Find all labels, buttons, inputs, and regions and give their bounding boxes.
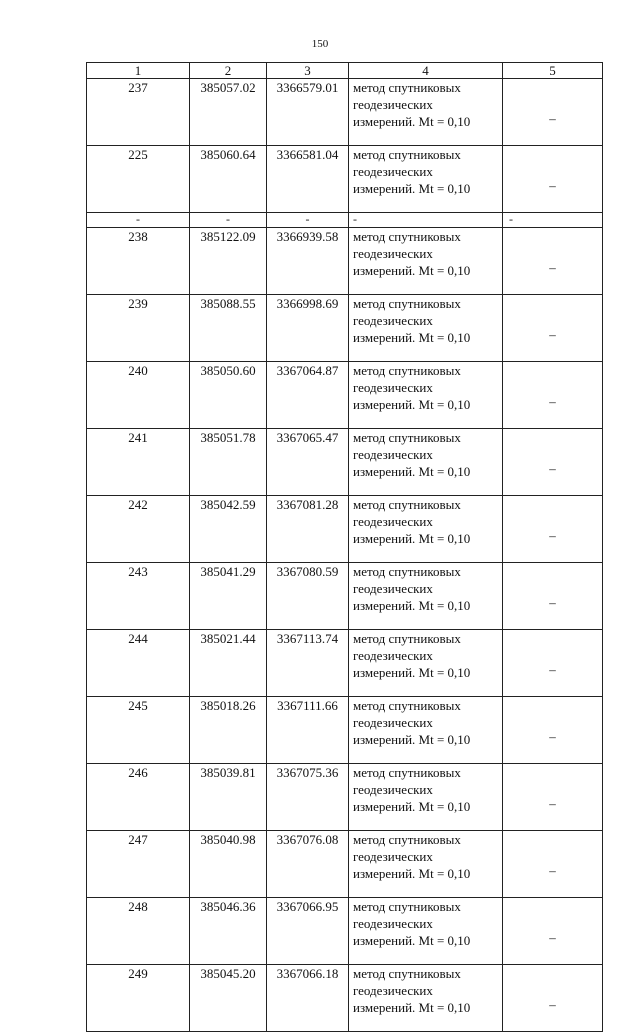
method-cell: [349, 965, 503, 1032]
method-text-line: геодезических: [353, 164, 433, 179]
method-text-line: геодезических: [353, 648, 433, 663]
point-number-cell: 245: [87, 697, 190, 764]
method-text-line: геодезических: [353, 581, 433, 596]
separator-cell: -: [267, 213, 349, 228]
method-text-line: геодезических: [353, 97, 433, 112]
method-cell: [349, 79, 503, 146]
method-text-line: метод спутниковых: [353, 698, 461, 713]
method-cell: [349, 898, 503, 965]
method-cell: [349, 563, 503, 630]
method-cell: [349, 831, 503, 898]
table-header: [87, 63, 603, 79]
column-header-1: 1: [87, 63, 190, 79]
table-row: [87, 146, 603, 213]
point-number-cell: 238: [87, 228, 190, 295]
method-text-line: геодезических: [353, 514, 433, 529]
x-coordinate-cell: 385057.02: [190, 79, 267, 146]
method-text-line: метод спутниковых: [353, 497, 461, 512]
method-text-line: измерений. Mt = 0,10: [353, 263, 471, 278]
method-text-line: измерений. Mt = 0,10: [353, 665, 471, 680]
method-text-line: геодезических: [353, 983, 433, 998]
method-text-line: измерений. Mt = 0,10: [353, 531, 471, 546]
y-coordinate-cell: 3366579.01: [267, 79, 349, 146]
method-text-line: измерений. Mt = 0,10: [353, 181, 471, 196]
method-text-line: метод спутниковых: [353, 80, 461, 95]
separator-cell: -: [349, 213, 503, 228]
x-coordinate-cell: 385122.09: [190, 228, 267, 295]
note-cell: –: [503, 228, 603, 295]
y-coordinate-cell: 3367076.08: [267, 831, 349, 898]
y-coordinate-cell: 3366939.58: [267, 228, 349, 295]
point-number-cell: 225: [87, 146, 190, 213]
method-text-line: измерений. Mt = 0,10: [353, 330, 471, 345]
table-row: [87, 79, 603, 146]
method-text-line: геодезических: [353, 246, 433, 261]
method-cell: [349, 764, 503, 831]
note-cell: –: [503, 146, 603, 213]
x-coordinate-cell: 385041.29: [190, 563, 267, 630]
method-text-line: геодезических: [353, 849, 433, 864]
header-row: [87, 63, 603, 79]
method-cell: [349, 295, 503, 362]
y-coordinate-cell: 3367113.74: [267, 630, 349, 697]
y-coordinate-cell: 3367075.36: [267, 764, 349, 831]
x-coordinate-cell: 385018.26: [190, 697, 267, 764]
table-row: [87, 429, 603, 496]
note-cell: –: [503, 563, 603, 630]
method-text-line: метод спутниковых: [353, 899, 461, 914]
method-text-line: измерений. Mt = 0,10: [353, 732, 471, 747]
note-cell: –: [503, 362, 603, 429]
method-text-line: измерений. Mt = 0,10: [353, 933, 471, 948]
x-coordinate-cell: 385021.44: [190, 630, 267, 697]
method-text-line: измерений. Mt = 0,10: [353, 397, 471, 412]
y-coordinate-cell: 3367081.28: [267, 496, 349, 563]
method-text-line: метод спутниковых: [353, 631, 461, 646]
point-number-cell: 244: [87, 630, 190, 697]
table-row: [87, 831, 603, 898]
note-cell: –: [503, 898, 603, 965]
method-text-line: геодезических: [353, 313, 433, 328]
method-cell: [349, 146, 503, 213]
note-cell: –: [503, 79, 603, 146]
y-coordinate-cell: 3366998.69: [267, 295, 349, 362]
x-coordinate-cell: 385040.98: [190, 831, 267, 898]
method-text-line: метод спутниковых: [353, 564, 461, 579]
method-text-line: метод спутниковых: [353, 430, 461, 445]
method-text-line: геодезических: [353, 380, 433, 395]
method-cell: [349, 496, 503, 563]
point-number-cell: 248: [87, 898, 190, 965]
point-number-cell: 239: [87, 295, 190, 362]
table-body: [87, 79, 603, 1032]
method-cell: [349, 630, 503, 697]
column-header-2: 2: [190, 63, 267, 79]
note-cell: –: [503, 295, 603, 362]
y-coordinate-cell: 3367066.18: [267, 965, 349, 1032]
method-text-line: измерений. Mt = 0,10: [353, 464, 471, 479]
point-number-cell: 237: [87, 79, 190, 146]
table-row: [87, 563, 603, 630]
y-coordinate-cell: 3367064.87: [267, 362, 349, 429]
method-text-line: измерений. Mt = 0,10: [353, 799, 471, 814]
point-number-cell: 243: [87, 563, 190, 630]
method-text-line: измерений. Mt = 0,10: [353, 866, 471, 881]
method-text-line: измерений. Mt = 0,10: [353, 114, 471, 129]
note-cell: –: [503, 831, 603, 898]
table-row: [87, 764, 603, 831]
table-row: [87, 228, 603, 295]
point-number-cell: 241: [87, 429, 190, 496]
point-number-cell: 249: [87, 965, 190, 1032]
method-text-line: метод спутниковых: [353, 832, 461, 847]
note-cell: –: [503, 630, 603, 697]
x-coordinate-cell: 385042.59: [190, 496, 267, 563]
separator-row: [87, 213, 603, 228]
method-text-line: геодезических: [353, 782, 433, 797]
method-cell: [349, 429, 503, 496]
x-coordinate-cell: 385046.36: [190, 898, 267, 965]
note-cell: –: [503, 764, 603, 831]
separator-cell: -: [190, 213, 267, 228]
method-text-line: измерений. Mt = 0,10: [353, 1000, 471, 1015]
method-text-line: метод спутниковых: [353, 229, 461, 244]
method-cell: [349, 228, 503, 295]
point-number-cell: 246: [87, 764, 190, 831]
method-text-line: метод спутниковых: [353, 296, 461, 311]
note-cell: –: [503, 697, 603, 764]
method-text-line: геодезических: [353, 715, 433, 730]
y-coordinate-cell: 3367066.95: [267, 898, 349, 965]
table-row: [87, 295, 603, 362]
table-row: [87, 898, 603, 965]
separator-cell: -: [503, 213, 603, 228]
x-coordinate-cell: 385039.81: [190, 764, 267, 831]
point-number-cell: 247: [87, 831, 190, 898]
table-row: [87, 630, 603, 697]
column-header-3: 3: [267, 63, 349, 79]
x-coordinate-cell: 385045.20: [190, 965, 267, 1032]
y-coordinate-cell: 3367111.66: [267, 697, 349, 764]
point-number-cell: 240: [87, 362, 190, 429]
table-row: [87, 496, 603, 563]
note-cell: –: [503, 965, 603, 1032]
method-text-line: метод спутниковых: [353, 147, 461, 162]
note-cell: –: [503, 429, 603, 496]
y-coordinate-cell: 3367065.47: [267, 429, 349, 496]
method-text-line: геодезических: [353, 447, 433, 462]
y-coordinate-cell: 3366581.04: [267, 146, 349, 213]
method-text-line: геодезических: [353, 916, 433, 931]
column-header-4: 4: [349, 63, 503, 79]
x-coordinate-cell: 385050.60: [190, 362, 267, 429]
x-coordinate-cell: 385051.78: [190, 429, 267, 496]
method-text-line: измерений. Mt = 0,10: [353, 598, 471, 613]
method-text-line: метод спутниковых: [353, 363, 461, 378]
column-header-5: 5: [503, 63, 603, 79]
note-cell: –: [503, 496, 603, 563]
y-coordinate-cell: 3367080.59: [267, 563, 349, 630]
page-number: 150: [311, 38, 329, 50]
method-cell: [349, 362, 503, 429]
method-text-line: метод спутниковых: [353, 765, 461, 780]
method-text-line: метод спутниковых: [353, 966, 461, 981]
coordinates-table: [86, 62, 603, 1032]
table-row: [87, 965, 603, 1032]
method-cell: [349, 697, 503, 764]
separator-cell: -: [87, 213, 190, 228]
x-coordinate-cell: 385060.64: [190, 146, 267, 213]
table-row: [87, 362, 603, 429]
point-number-cell: 242: [87, 496, 190, 563]
table-row: [87, 697, 603, 764]
x-coordinate-cell: 385088.55: [190, 295, 267, 362]
